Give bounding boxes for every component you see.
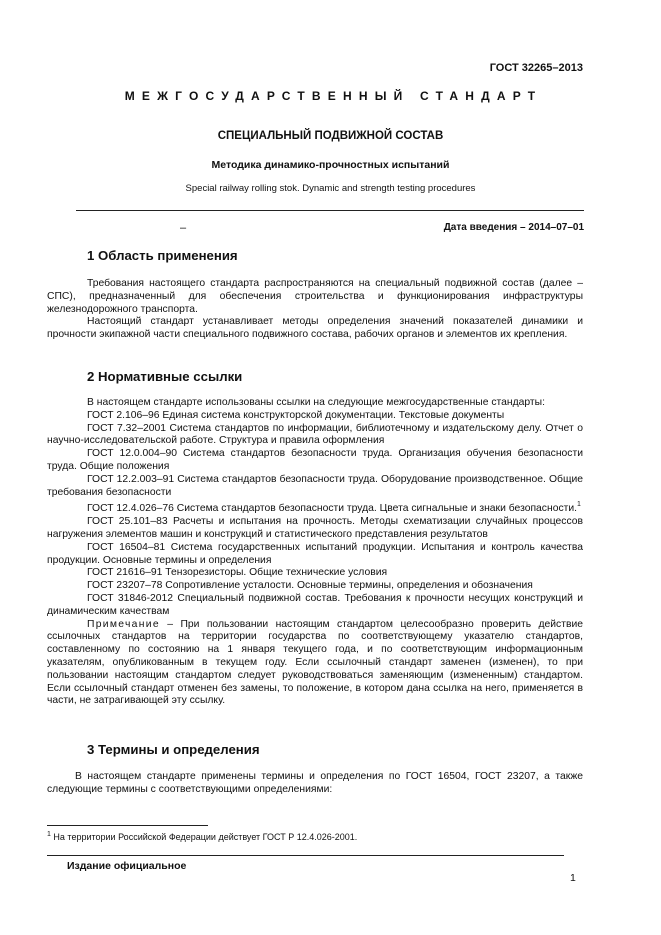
reference-item: ГОСТ 7.32–2001 Система стандартов по информации, библиотечному и издательскому делу. Отчет о научно-исследовательской работе. Структура и правила оформления xyxy=(47,422,583,447)
header-divider xyxy=(76,210,584,211)
page-number: 1 xyxy=(570,872,576,884)
reference-item: ГОСТ 12.0.004–90 Система стандартов безопасности труда. Организация обучения безопасности труда. Общие положения xyxy=(47,448,583,472)
section-3-heading: 3 Термины и определения xyxy=(87,742,260,757)
introduction-date: Дата введения – 2014–07–01 xyxy=(443,222,584,233)
official-edition-label: Издание официальное xyxy=(67,860,187,872)
reference-item: ГОСТ 12.2.003–91 Система стандартов безопасности труда. Оборудование производственное. Общие требования безопасности xyxy=(47,473,583,498)
section-3-paragraph: В настоящем стандарте применены термины и определения по ГОСТ 16504, ГОСТ 23207, а также следующие термины с соответствующими определениями: xyxy=(47,771,583,795)
footnote-text: На территории Российской Федерации действует ГОСТ Р 12.4.026-2001. xyxy=(53,832,358,842)
reference-item: ГОСТ 25.101–83 Расчеты и испытания на прочность. Методы схематизации случайных процессов нагружения элементов машин и конструкций и статистического представления результатов xyxy=(47,516,583,540)
note xyxy=(47,619,583,709)
reference-item: ГОСТ 21616–91 Тензорезисторы. Общие технические условия xyxy=(87,567,388,579)
footnote-reference: 1 xyxy=(577,501,581,509)
footnote-divider xyxy=(47,825,208,826)
document-title: СПЕЦИАЛЬНЫЙ ПОДВИЖНОЙ СОСТАВ xyxy=(217,130,444,142)
document-code: ГОСТ 32265–2013 xyxy=(489,62,583,74)
section-3-body xyxy=(47,771,583,797)
dash-mark: – xyxy=(180,222,187,234)
footer-divider xyxy=(47,855,564,856)
english-title: Special railway rolling stok. Dynamic and strength testing procedures xyxy=(185,183,476,194)
reference-item-with-footnote xyxy=(47,499,583,516)
reference-item: ГОСТ 23207–78 Сопротивление усталости. Основные термины, определения и обозначения xyxy=(87,580,533,592)
reference-item: ГОСТ 31846-2012 Специальный подвижной состав. Требования к прочности несущих конструкций и динамическим качествам xyxy=(47,592,583,617)
references-intro: В настоящем стандарте использованы ссылки на следующие межгосударственные стандарты: xyxy=(87,397,545,408)
footnote xyxy=(47,831,357,842)
reference-item: ГОСТ 2.106–96 Единая система конструкторской документации. Текстовые документы xyxy=(87,409,505,421)
note-text: – При пользовании настоящим стандартом целесообразно проверить действие ссылочных стандартов на территории государства по соответствующему указателю стандартов, составленному по состоянию на 1 января текущего года, и по соответствующим информационным указателям, опубликованным в текущем году. Если ссылочный стандарт заменен (изменен), то при пользовании настоящим стандартом следует руководствоваться заменяющим (измененным) стандартом. Если ссылочный стандарт отменен без замены, то положение, в котором дана ссылка на него, применяется в части, не затрагивающей эту ссылку. xyxy=(47,618,583,707)
section-1-paragraph: Требования настоящего стандарта распространяются на специальный подвижной состав (далее – СПС), предназначенный для обеспечения строительства и функционирования инфраструктуры железнодорожного транспорта. xyxy=(47,278,583,315)
footnote-mark: 1 xyxy=(47,831,51,838)
document-subtitle: Методика динамико-прочностных испытаний xyxy=(211,159,450,171)
section-1-body xyxy=(47,278,583,342)
section-2-heading: 2 Нормативные ссылки xyxy=(87,369,243,384)
section-1-heading: 1 Область применения xyxy=(87,248,238,263)
section-2-body xyxy=(47,397,583,708)
section-1-paragraph: Настоящий стандарт устанавливает методы определения значений показателей динамики и прочности экипажной части специального подвижного состава, рабочих органов и элементов их крепления. xyxy=(47,316,583,341)
interstate-standard-label: МЕЖГОСУДАРСТВЕННЫЙ СТАНДАРТ xyxy=(124,89,543,103)
reference-item: ГОСТ 16504–81 Система государственных испытаний продукции. Испытания и контроль качества продукции. Основные термины и определения xyxy=(47,541,583,566)
note-label: Примечание xyxy=(87,618,160,630)
reference-item: ГОСТ 12.4.026–76 Система стандартов безопасности труда. Цвета сигнальные и знаки безопасности. xyxy=(87,503,578,515)
